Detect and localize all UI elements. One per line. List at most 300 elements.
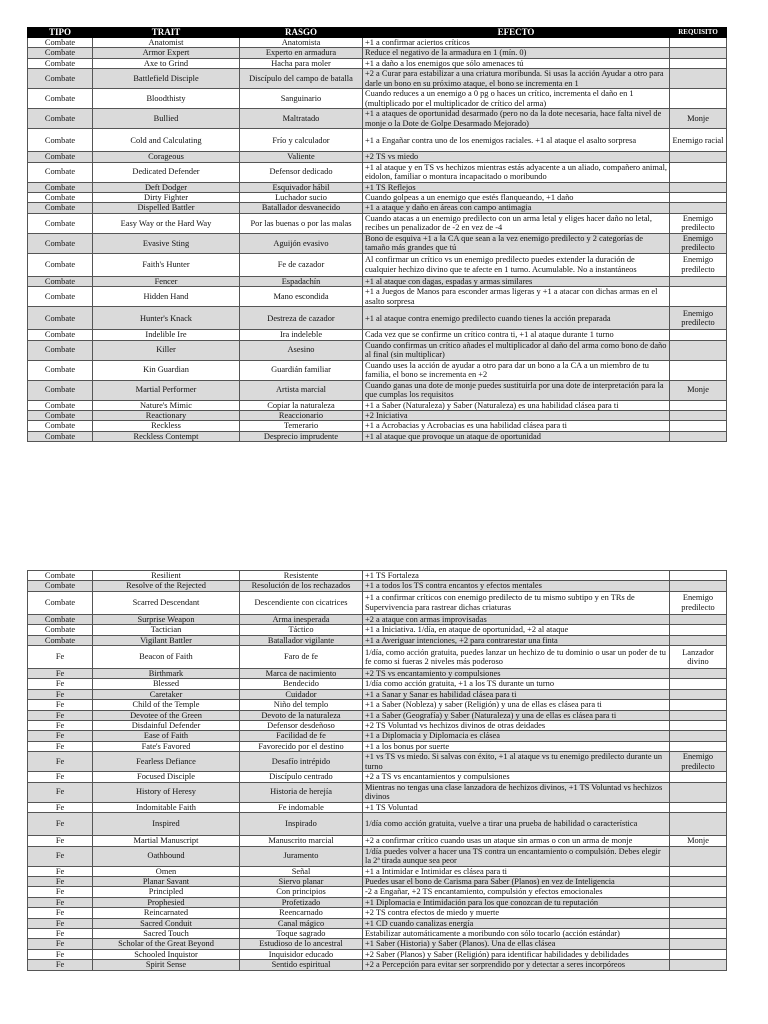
cell-tipo: Fe: [28, 887, 93, 897]
cell-requisito: [670, 928, 727, 938]
cell-tipo: Combate: [28, 89, 93, 109]
cell-efecto: +1 a confirmar críticos con enemigo predilecto de tu mismo subtipo y en TRs de Supervivencia para rastrear dichas criaturas: [363, 591, 670, 614]
cell-efecto: +2 TS Voluntad vs hechizos divinos de otras deidades: [363, 721, 670, 731]
cell-tipo: Combate: [28, 233, 93, 253]
table-row: [28, 69, 727, 89]
cell-trait: Schooled Inquistor: [93, 949, 240, 959]
cell-trait: Armor Expert: [93, 48, 240, 58]
table-row: [28, 960, 727, 970]
cell-tipo: Fe: [28, 939, 93, 949]
cell-efecto: +1 a Engañar contra uno de los enemigos raciales. +1 al ataque el asalto sorpresa: [363, 129, 670, 152]
cell-efecto: +1 Saber (Historia) y Saber (Planos). Una de ellas clásea: [363, 939, 670, 949]
cell-rasgo: Esquivador hábil: [240, 182, 363, 192]
cell-trait: Spirit Sense: [93, 960, 240, 970]
table-row: [28, 203, 727, 213]
cell-rasgo: Niño del templo: [240, 700, 363, 710]
cell-requisito: [670, 431, 727, 441]
cell-requisito: [670, 571, 727, 581]
cell-efecto: +1 TS Fortaleza: [363, 571, 670, 581]
cell-requisito: [670, 625, 727, 635]
cell-trait: Dedicated Defender: [93, 162, 240, 182]
cell-trait: Tactician: [93, 625, 240, 635]
cell-tipo: Combate: [28, 48, 93, 58]
cell-rasgo: Frío y calculador: [240, 129, 363, 152]
cell-rasgo: Inquisidor educado: [240, 949, 363, 959]
cell-requisito: [670, 846, 727, 866]
table-row: [28, 182, 727, 192]
table-row: [28, 48, 727, 58]
cell-requisito: [670, 360, 727, 380]
table-row: [28, 58, 727, 68]
cell-trait: Resilient: [93, 571, 240, 581]
cell-requisito: Enemigo racial: [670, 129, 727, 152]
table-header-row: [28, 28, 727, 38]
cell-trait: Indelible Ire: [93, 330, 240, 340]
cell-rasgo: Por las buenas o por las malas: [240, 213, 363, 233]
cell-tipo: Fe: [28, 928, 93, 938]
cell-rasgo: Sentido espiritual: [240, 960, 363, 970]
table-row: [28, 813, 727, 836]
cell-requisito: [670, 411, 727, 421]
cell-requisito: [670, 782, 727, 802]
cell-rasgo: Profetizado: [240, 897, 363, 907]
cell-rasgo: Batallador desvanecido: [240, 203, 363, 213]
cell-tipo: Fe: [28, 866, 93, 876]
cell-requisito: [670, 876, 727, 886]
cell-rasgo: Defensor desdeñoso: [240, 721, 363, 731]
cell-rasgo: Aguijón evasivo: [240, 233, 363, 253]
cell-tipo: Combate: [28, 58, 93, 68]
cell-trait: Child of the Temple: [93, 700, 240, 710]
table-row: [28, 918, 727, 928]
cell-rasgo: Resolución de los rechazados: [240, 581, 363, 591]
cell-trait: Hidden Hand: [93, 287, 240, 307]
table-row: [28, 700, 727, 710]
cell-rasgo: Sanguinario: [240, 89, 363, 109]
table-row: [28, 614, 727, 624]
cell-efecto: +1 a Saber (Naturaleza) y Saber (Naturaleza) es una habilidad clásea para ti: [363, 400, 670, 410]
cell-efecto: +1 a Juegos de Manos para esconder armas ligeras y +1 a atacar con dichas armas en el asalto sorpresa: [363, 287, 670, 307]
cell-rasgo: Anatomista: [240, 38, 363, 48]
table-row: [28, 233, 727, 253]
cell-requisito: [670, 69, 727, 89]
cell-requisito: [670, 813, 727, 836]
cell-requisito: [670, 918, 727, 928]
cell-requisito: [670, 721, 727, 731]
cell-rasgo: Ira indeleble: [240, 330, 363, 340]
table-row: [28, 330, 727, 340]
cell-trait: Dispelled Battler: [93, 203, 240, 213]
cell-trait: Vigilant Battler: [93, 635, 240, 645]
cell-rasgo: Bendecido: [240, 679, 363, 689]
cell-efecto: +2 TS vs encantamiento y compulsiones: [363, 669, 670, 679]
cell-tipo: Fe: [28, 700, 93, 710]
table-row: [28, 846, 727, 866]
cell-trait: Disdainful Defender: [93, 721, 240, 731]
cell-rasgo: Asesino: [240, 340, 363, 360]
cell-requisito: [670, 203, 727, 213]
cell-tipo: Combate: [28, 38, 93, 48]
cell-rasgo: Cuidador: [240, 689, 363, 699]
cell-requisito: [670, 710, 727, 720]
table-row: [28, 360, 727, 380]
table-row: [28, 253, 727, 276]
cell-efecto: +1 TS Voluntad: [363, 802, 670, 812]
cell-tipo: Combate: [28, 591, 93, 614]
cell-trait: Focused Disciple: [93, 772, 240, 782]
cell-trait: Omen: [93, 866, 240, 876]
cell-efecto: +1 al ataque contra enemigo predilecto cuando tienes la acción preparada: [363, 307, 670, 330]
cell-tipo: Combate: [28, 431, 93, 441]
cell-efecto: +1 a Diplomacia y Diplomacia es clásea: [363, 731, 670, 741]
cell-tipo: Combate: [28, 571, 93, 581]
table-row: [28, 741, 727, 751]
cell-trait: Indomitable Faith: [93, 802, 240, 812]
cell-trait: Blessed: [93, 679, 240, 689]
cell-trait: Reincarnated: [93, 908, 240, 918]
cell-tipo: Fe: [28, 731, 93, 741]
cell-tipo: Fe: [28, 646, 93, 669]
table-row: [28, 731, 727, 741]
cell-requisito: [670, 960, 727, 970]
table-row: [28, 928, 727, 938]
cell-requisito: Monje: [670, 109, 727, 129]
cell-trait: Martial Manuscript: [93, 836, 240, 846]
cell-efecto: +2 a TS vs encantamientos y compulsiones: [363, 772, 670, 782]
cell-requisito: Enemigo predilecto: [670, 752, 727, 772]
cell-rasgo: Toque sagrado: [240, 928, 363, 938]
cell-trait: Martial Performer: [93, 380, 240, 400]
cell-requisito: Monje: [670, 380, 727, 400]
table-row: [28, 669, 727, 679]
table-row: [28, 571, 727, 581]
cell-requisito: [670, 700, 727, 710]
cell-rasgo: Artista marcial: [240, 380, 363, 400]
cell-rasgo: Faro de fe: [240, 646, 363, 669]
cell-tipo: Combate: [28, 614, 93, 624]
cell-tipo: Fe: [28, 846, 93, 866]
cell-tipo: Fe: [28, 721, 93, 731]
cell-trait: Fencer: [93, 276, 240, 286]
table-row: [28, 400, 727, 410]
cell-efecto: +2 a ataque con armas improvisadas: [363, 614, 670, 624]
cell-trait: Devotee of the Green: [93, 710, 240, 720]
cell-trait: Ease of Faith: [93, 731, 240, 741]
cell-tipo: Fe: [28, 710, 93, 720]
cell-requisito: [670, 287, 727, 307]
cell-efecto: +2 a Percepción para evitar ser sorprendido por y detectar a seres incorpóreos: [363, 960, 670, 970]
cell-rasgo: Experto en armadura: [240, 48, 363, 58]
cell-tipo: Combate: [28, 380, 93, 400]
cell-efecto: Al confirmar un crítico vs un enemigo predilecto puedes extender la duración de cualquier hechizo divino que te afecte en 1 turno. Acumulable. No a instantáneos: [363, 253, 670, 276]
cell-trait: Caretaker: [93, 689, 240, 699]
table-row: [28, 625, 727, 635]
cell-trait: Birthmark: [93, 669, 240, 679]
cell-efecto: Cada vez que se confirme un crítico contra ti, +1 al ataque durante 1 turno: [363, 330, 670, 340]
table-row: [28, 710, 727, 720]
cell-trait: Nature's Mimic: [93, 400, 240, 410]
table-row: [28, 802, 727, 812]
cell-requisito: [670, 897, 727, 907]
table-row: [28, 162, 727, 182]
cell-requisito: [670, 162, 727, 182]
cell-trait: Hunter's Knack: [93, 307, 240, 330]
cell-rasgo: Espadachín: [240, 276, 363, 286]
cell-trait: Resolve of the Rejected: [93, 581, 240, 591]
cell-requisito: [670, 182, 727, 192]
cell-rasgo: Arma inesperada: [240, 614, 363, 624]
cell-rasgo: Batallador vigilante: [240, 635, 363, 645]
cell-rasgo: Fe de cazador: [240, 253, 363, 276]
cell-efecto: +1 Diplomacia e Intimidación para los que conozcan de tu reputación: [363, 897, 670, 907]
cell-rasgo: Luchador sucio: [240, 193, 363, 203]
header-requisito: REQUISITO: [670, 28, 727, 38]
traits-table-bottom: [27, 570, 727, 971]
cell-trait: History of Heresy: [93, 782, 240, 802]
table-row: [28, 772, 727, 782]
cell-rasgo: Historia de herejía: [240, 782, 363, 802]
cell-efecto: +1 CD cuando canalizas energía: [363, 918, 670, 928]
cell-efecto: +1 vs TS vs miedo. Si salvas con éxito, +1 al ataque vs tu enemigo predilecto durante un turno: [363, 752, 670, 772]
table-row: [28, 689, 727, 699]
table-row: [28, 276, 727, 286]
cell-trait: Surprise Weapon: [93, 614, 240, 624]
cell-requisito: [670, 276, 727, 286]
cell-efecto: +2 Iniciativa: [363, 411, 670, 421]
cell-requisito: [670, 908, 727, 918]
cell-rasgo: Hacha para moler: [240, 58, 363, 68]
cell-tipo: Combate: [28, 69, 93, 89]
cell-requisito: [670, 949, 727, 959]
cell-tipo: Fe: [28, 960, 93, 970]
cell-tipo: Fe: [28, 836, 93, 846]
cell-rasgo: Facilidad de fe: [240, 731, 363, 741]
cell-requisito: [670, 400, 727, 410]
cell-rasgo: Copiar la naturaleza: [240, 400, 363, 410]
cell-trait: Dirty Fighter: [93, 193, 240, 203]
cell-efecto: +1 a Saber (Nobleza) y saber (Religión) y una de ellas es clásea para ti: [363, 700, 670, 710]
table-row: [28, 897, 727, 907]
cell-tipo: Fe: [28, 741, 93, 751]
table-row: [28, 721, 727, 731]
cell-efecto: Reduce el negativo de la armadura en 1 (mín. 0): [363, 48, 670, 58]
cell-efecto: +1 a confirmar aciertos críticos: [363, 38, 670, 48]
cell-tipo: Fe: [28, 669, 93, 679]
cell-efecto: +1 a los bonus por suerte: [363, 741, 670, 751]
cell-requisito: [670, 772, 727, 782]
cell-efecto: +2 TS vs miedo: [363, 152, 670, 162]
cell-rasgo: Táctico: [240, 625, 363, 635]
cell-trait: Oathbound: [93, 846, 240, 866]
cell-requisito: Enemigo predilecto: [670, 253, 727, 276]
table-row: [28, 109, 727, 129]
cell-tipo: Combate: [28, 340, 93, 360]
cell-rasgo: Marca de nacimiento: [240, 669, 363, 679]
cell-tipo: Combate: [28, 581, 93, 591]
table-row: [28, 213, 727, 233]
cell-efecto: Cuando reduces a un enemigo a 0 pg o haces un crítico, incrementa el daño en 1 (multiplicado por el multiplicador de crítico del arma): [363, 89, 670, 109]
cell-efecto: +1 al ataque que provoque un ataque de oportunidad: [363, 431, 670, 441]
cell-efecto: +1 al ataque y en TS vs hechizos mientras estás adyacente a un aliado, compañero animal, eidolon, familiar o montura incapacitado o moribundo: [363, 162, 670, 182]
table-row: [28, 646, 727, 669]
cell-rasgo: Defensor dedicado: [240, 162, 363, 182]
cell-trait: Principled: [93, 887, 240, 897]
cell-tipo: Fe: [28, 802, 93, 812]
cell-efecto: 1/día puedes volver a hacer una TS contra un encantamiento o compulsión. Debes elegir la 2ª tirada aunque sea peor: [363, 846, 670, 866]
cell-rasgo: Siervo planar: [240, 876, 363, 886]
table-row: [28, 866, 727, 876]
cell-tipo: Combate: [28, 213, 93, 233]
cell-trait: Fearless Defiance: [93, 752, 240, 772]
cell-trait: Killer: [93, 340, 240, 360]
cell-rasgo: Maltratado: [240, 109, 363, 129]
cell-requisito: Enemigo predilecto: [670, 591, 727, 614]
cell-tipo: Combate: [28, 182, 93, 192]
cell-requisito: Monje: [670, 836, 727, 846]
cell-requisito: [670, 614, 727, 624]
table-row: [28, 129, 727, 152]
cell-tipo: Fe: [28, 813, 93, 836]
cell-rasgo: Discípulo centrado: [240, 772, 363, 782]
header-efecto: EFECTO: [363, 28, 670, 38]
cell-trait: Evasive Sting: [93, 233, 240, 253]
cell-trait: Battlefield Disciple: [93, 69, 240, 89]
cell-trait: Axe to Grind: [93, 58, 240, 68]
cell-tipo: Fe: [28, 949, 93, 959]
cell-tipo: Combate: [28, 625, 93, 635]
cell-tipo: Combate: [28, 307, 93, 330]
table-row: [28, 38, 727, 48]
cell-tipo: Combate: [28, 193, 93, 203]
cell-trait: Anatomist: [93, 38, 240, 48]
cell-efecto: +1 a ataque y daño en áreas con campo antimagia: [363, 203, 670, 213]
cell-trait: Scholar of the Great Beyond: [93, 939, 240, 949]
cell-trait: Prophesied: [93, 897, 240, 907]
cell-efecto: +1 a Intimidar e Intimidar es clásea para ti: [363, 866, 670, 876]
cell-trait: Bloodthisty: [93, 89, 240, 109]
cell-tipo: Combate: [28, 276, 93, 286]
cell-efecto: +1 a ataques de oportunidad desarmado (pero no da la dote necesaria, hace falta nivel de monje o la Dote de Golpe Desarmado Mejorado): [363, 109, 670, 129]
cell-tipo: Combate: [28, 203, 93, 213]
table-row: [28, 380, 727, 400]
cell-tipo: Fe: [28, 897, 93, 907]
table-row: [28, 307, 727, 330]
cell-trait: Sacred Conduit: [93, 918, 240, 928]
cell-efecto: +1 TS Reflejos: [363, 182, 670, 192]
cell-tipo: Combate: [28, 411, 93, 421]
cell-efecto: +1 al ataque con dagas, espadas y armas similares: [363, 276, 670, 286]
table-row: [28, 908, 727, 918]
cell-trait: Reckless Contempt: [93, 431, 240, 441]
cell-efecto: Mientras no tengas una clase lanzadora de hechizos divinos, +1 TS Voluntad vs hechizos divinos: [363, 782, 670, 802]
table-row: [28, 152, 727, 162]
table-row: [28, 340, 727, 360]
cell-tipo: Combate: [28, 635, 93, 645]
table-row: [28, 752, 727, 772]
cell-requisito: [670, 581, 727, 591]
cell-rasgo: Canal mágico: [240, 918, 363, 928]
cell-rasgo: Discípulo del campo de batalla: [240, 69, 363, 89]
cell-efecto: 1/día como acción gratuita, vuelve a tirar una prueba de habilidad o característica: [363, 813, 670, 836]
cell-requisito: [670, 58, 727, 68]
table-row: [28, 949, 727, 959]
cell-tipo: Combate: [28, 421, 93, 431]
cell-efecto: +1 a todos los TS contra encantos y efectos mentales: [363, 581, 670, 591]
cell-trait: Bullied: [93, 109, 240, 129]
cell-efecto: Bono de esquiva +1 a la CA que sean a la vez enemigo predilecto y 2 categorías de tamaño más grandes que tú: [363, 233, 670, 253]
cell-efecto: +1 a Acrobacias y Acrobacias es una habilidad clásea para ti: [363, 421, 670, 431]
cell-requisito: [670, 38, 727, 48]
table-row: [28, 193, 727, 203]
cell-efecto: +2 a Curar para estabilizar a una criatura moribunda. Si usas la acción Ayudar a otro para darle un bono en su próximo ataque, el bono se incrementa en 1: [363, 69, 670, 89]
cell-rasgo: Con principios: [240, 887, 363, 897]
cell-requisito: [670, 421, 727, 431]
header-rasgo: RASGO: [240, 28, 363, 38]
traits-table-top: [27, 27, 727, 442]
table-row: [28, 287, 727, 307]
cell-efecto: -2 a Engañar, +2 TS encantamiento, compulsión y efectos emocionales: [363, 887, 670, 897]
cell-efecto: +1 a daño a los enemigos que sólo amenaces tú: [363, 58, 670, 68]
cell-trait: Sacred Touch: [93, 928, 240, 938]
cell-tipo: Combate: [28, 129, 93, 152]
cell-requisito: [670, 340, 727, 360]
table-row: [28, 89, 727, 109]
cell-rasgo: Guardián familiar: [240, 360, 363, 380]
table-row: [28, 635, 727, 645]
table-row: [28, 939, 727, 949]
cell-requisito: [670, 193, 727, 203]
cell-requisito: [670, 741, 727, 751]
cell-efecto: +2 TS contra efectos de miedo y muerte: [363, 908, 670, 918]
cell-efecto: Cuando confirmas un crítico añades el multiplicador al daño del arma como bono de daño al final (sin multiplicar): [363, 340, 670, 360]
cell-efecto: 1/día como acción gratuita, +1 a los TS durante un turno: [363, 679, 670, 689]
cell-rasgo: Señal: [240, 866, 363, 876]
cell-rasgo: Descendiente con cicatrices: [240, 591, 363, 614]
cell-trait: Cold and Calculating: [93, 129, 240, 152]
cell-tipo: Combate: [28, 253, 93, 276]
cell-requisito: [670, 330, 727, 340]
cell-tipo: Combate: [28, 400, 93, 410]
cell-requisito: Lanzador divino: [670, 646, 727, 669]
cell-rasgo: Valiente: [240, 152, 363, 162]
cell-trait: Corageous: [93, 152, 240, 162]
cell-requisito: [670, 939, 727, 949]
cell-tipo: Fe: [28, 918, 93, 928]
table-row: [28, 421, 727, 431]
cell-rasgo: Manuscrito marcial: [240, 836, 363, 846]
cell-rasgo: Mano escondida: [240, 287, 363, 307]
cell-trait: Easy Way or the Hard Way: [93, 213, 240, 233]
cell-efecto: +1 a Saber (Geografía) y Saber (Naturaleza) y una de ellas es clásea para ti: [363, 710, 670, 720]
cell-rasgo: Desafío intrépido: [240, 752, 363, 772]
cell-requisito: Enemigo predilecto: [670, 213, 727, 233]
cell-trait: Planar Savant: [93, 876, 240, 886]
cell-rasgo: Favorecido por el destino: [240, 741, 363, 751]
cell-trait: Scarred Descendant: [93, 591, 240, 614]
cell-requisito: [670, 669, 727, 679]
cell-rasgo: Inspirado: [240, 813, 363, 836]
cell-tipo: Combate: [28, 162, 93, 182]
cell-requisito: [670, 679, 727, 689]
cell-requisito: [670, 731, 727, 741]
cell-trait: Faith's Hunter: [93, 253, 240, 276]
cell-requisito: [670, 866, 727, 876]
cell-tipo: Fe: [28, 689, 93, 699]
cell-requisito: [670, 89, 727, 109]
cell-efecto: +2 Saber (Planos) y Saber (Religión) para identificar habilidades y debilidades: [363, 949, 670, 959]
cell-efecto: 1/día, como acción gratuita, puedes lanzar un hechizo de tu dominio o usar un poder de tu fe como si fueras 2 niveles más poderoso: [363, 646, 670, 669]
cell-tipo: Fe: [28, 752, 93, 772]
